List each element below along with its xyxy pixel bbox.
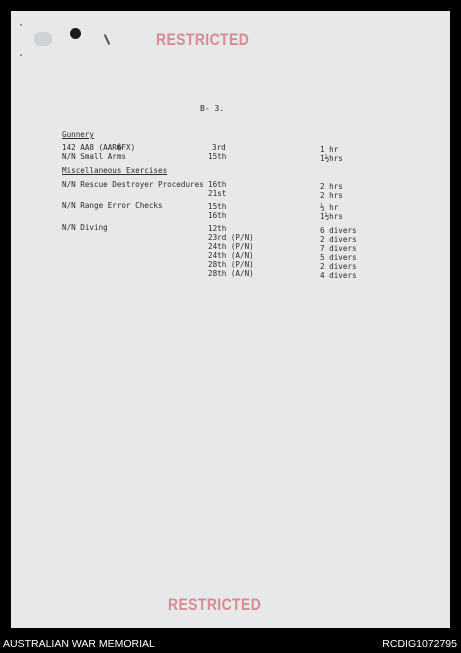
row-divers: 7 divers [320,244,357,253]
footer-institution: AUSTRALIAN WAR MEMORIAL [3,638,155,650]
row-date: 24th (A/N) [208,251,254,260]
row-date: 16th [208,180,227,189]
row-date: 28th (A/N) [208,269,254,278]
footer-record-id: RCDIG1072795 [382,638,457,650]
paper-speck [20,24,22,26]
row-item: N/N Range Error Checks [62,201,163,210]
row-divers: 2 divers [320,235,357,244]
row-duration: 1 hr [320,145,339,154]
misc-heading: Miscellaneous Exercises [62,166,168,175]
row-divers: 6 divers [320,226,357,235]
row-item: 142 AA8 (AAR�FX) [62,143,136,152]
row-date: 21st [208,189,227,198]
row-date: 15th [208,152,227,161]
restricted-stamp-bottom: RESTRICTED [168,595,262,614]
row-item: N/N Small Arms [62,152,127,161]
row-duration: 1½hrs [320,154,343,163]
row-divers: 2 divers [320,262,357,271]
paper-speck [20,54,22,56]
row-date: 23rd (P/N) [208,233,254,242]
row-date: 3rd [212,143,226,152]
row-divers: 5 divers [320,253,357,262]
page-number: B- 3. [200,104,225,113]
row-date: 16th [208,211,227,220]
restricted-stamp-top: RESTRICTED [156,30,250,49]
row-duration: 1½hrs [320,212,343,221]
row-date: 24th (P/N) [208,242,254,251]
row-item: N/N Rescue Destroyer Procedures [62,180,204,189]
paper-smudge [34,32,52,46]
gunnery-heading: Gunnery [62,130,95,139]
row-divers: 4 divers [320,271,357,280]
punch-hole [70,28,81,39]
row-duration: ½ hr [320,203,339,212]
row-item: N/N Diving [62,223,108,232]
row-date: 12th [208,224,227,233]
row-date: 15th [208,202,227,211]
document-page [11,11,450,628]
archive-footer [0,636,461,653]
row-date: 28th (P/N) [208,260,254,269]
row-duration: 2 hrs [320,191,343,200]
row-duration: 2 hrs [320,182,343,191]
